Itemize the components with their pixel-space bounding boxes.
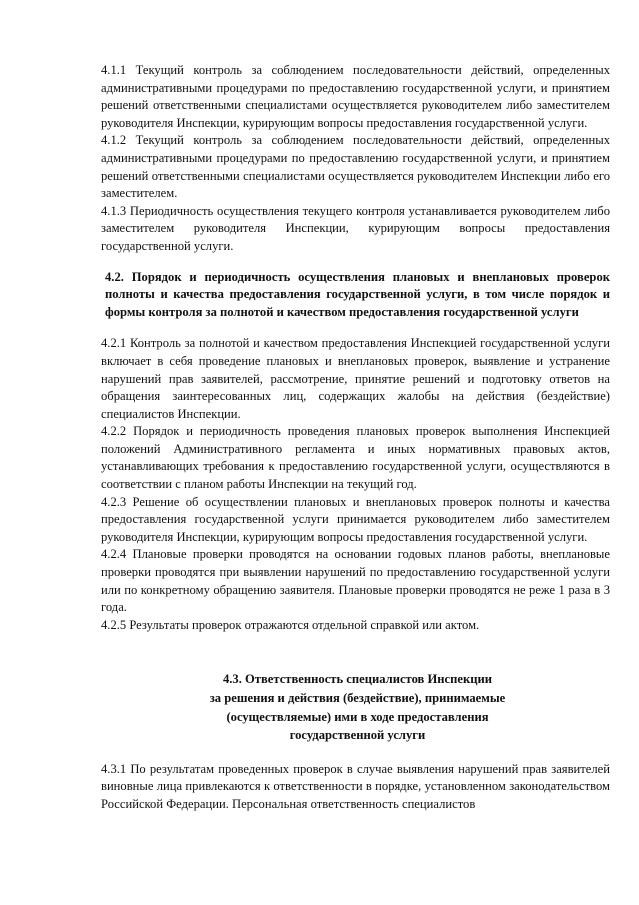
section-4-3-heading-line: 4.3. Ответственность специалистов Инспекции bbox=[222, 672, 493, 687]
paragraph-4-2-3: 4.2.3 Решение об осуществлении плановых и внеплановых проверок полноты и качества предоставления государственной услуги принимается руководителем либо заместителем руководителя Инспекции, курирующим вопросы предоставления государственной услуги. bbox=[101, 494, 610, 544]
paragraph-4-2-2: 4.2.2 Порядок и периодичность проведения плановых проверок выполнения Инспекцией положений Административного регламента и иных нормативных правовых актов, устанавливающих требования к предоставлению государственной услуги, осуществляются в соответствии с планом работы Инспекции на текущий год. bbox=[101, 424, 610, 492]
paragraph-4-2-1: 4.2.1 Контроль за полнотой и качеством предоставления Инспекцией государственной услуги включает в себя проведение плановых и внеплановых проверок, выявление и устранение нарушений прав заявителей, рассмотрение, принятие решений и подготовку ответов на обращения заинтересованных лиц, содержащих жалобы на действия (бездействие) специалистов Инспекции. bbox=[101, 336, 610, 421]
paragraph-4-1-2: 4.1.2 Текущий контроль за соблюдением последовательности действий, определенных административными процедурами по предоставлению государственной услуги, и принятием решений ответственными специалистами осуществляется руководителем Инспекции либо его заместителем. bbox=[101, 133, 610, 201]
paragraph-4-1-3: 4.1.3 Периодичность осуществления текущего контроля устанавливается руководителем либо заместителем руководителя Инспекции, курирующим вопросы предоставления государственной услуги. bbox=[101, 203, 610, 253]
paragraph-4-2-5: 4.2.5 Результаты проверок отражаются отдельной справкой или актом. bbox=[101, 617, 480, 632]
paragraph-4-3-1: 4.3.1 По результатам проведенных проверок в случае выявления нарушений прав заявителей виновные лица привлекаются к ответственности в порядке, установленном законодательством Российской Федерации. Персональная ответственность специалистов bbox=[101, 761, 610, 811]
section-4-2-body bbox=[101, 335, 610, 634]
paragraph-4-1-1: 4.1.1 Текущий контроль за соблюдением последовательности действий, определенных административными процедурами по предоставлению государственной услуги, и принятием решений ответственными специалистами осуществляется руководителем либо заместителем руководителя Инспекции, курирующим вопросы предоставления государственной услуги. bbox=[101, 63, 610, 130]
paragraph-4-2-4: 4.2.4 Плановые проверки проводятся на основании годовых планов работы, внеплановые проверки проводятся при выявлении нарушений по предоставлению государственной услуги или по конкретному обращению заявителя. Плановые проверки проводятся не реже 1 раза в 3 года. bbox=[101, 547, 610, 615]
section-4-3-heading-line: за решения и действия (бездействие), принимаемые bbox=[209, 691, 506, 705]
section-4-1-body bbox=[101, 62, 610, 256]
section-4-3-heading-line: государственной услуги bbox=[289, 728, 426, 743]
section-4-3-heading-line: (осуществляемые) ими в ходе предоставления bbox=[226, 709, 489, 724]
section-4-2-heading: 4.2. Порядок и периодичность осуществления плановых и внеплановых проверок полноты и качества предоставления государственной услуги, в том числе порядок и формы контроля за полнотой и качеством предоставления государственной услуги bbox=[105, 269, 610, 319]
section-4-3-heading bbox=[101, 670, 610, 744]
section-4-3-body bbox=[101, 761, 610, 814]
